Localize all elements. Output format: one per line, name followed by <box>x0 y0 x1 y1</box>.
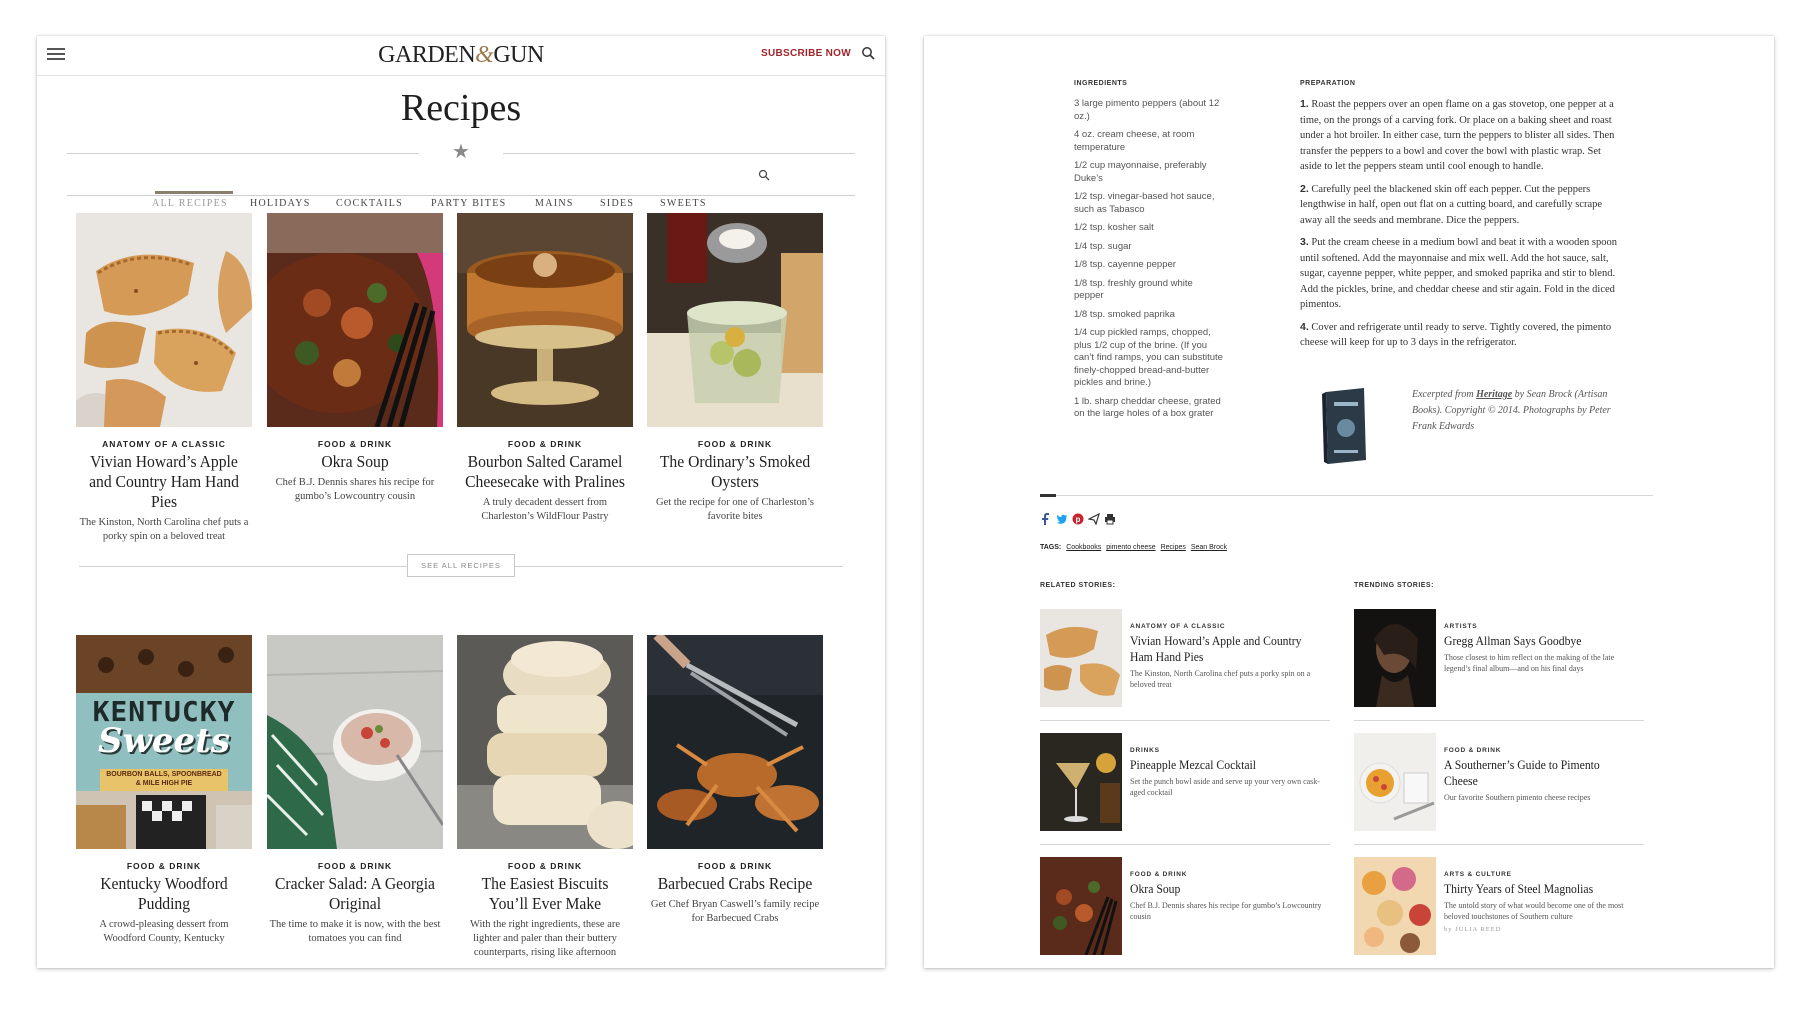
story-thumbnail[interactable] <box>1354 609 1436 707</box>
kentucky-sweets-book-image[interactable] <box>76 635 252 849</box>
recipe-card <box>455 635 635 960</box>
story-thumbnail[interactable] <box>1354 857 1436 955</box>
story-category: ARTISTS <box>1444 623 1478 630</box>
star-icon: ★ <box>452 141 470 163</box>
divider <box>79 566 407 567</box>
see-all-recipes-button[interactable]: SEE ALL RECIPES <box>407 554 515 577</box>
story-dek: Those closest to him reflect on the making of the late legend’s final album—and on his final days <box>1444 653 1615 673</box>
facebook-icon[interactable] <box>1040 512 1052 524</box>
prep-step: 2. Carefully peel the blackened skin off each pepper. Cut the peppers lengthwise in half, open out flat on a cutting board, and carefully scrape away all the seeds and membrane. Dice the peppers. <box>1300 182 1603 226</box>
card-title[interactable]: Okra Soup <box>321 452 389 471</box>
tab-sides[interactable]: SIDES <box>600 198 635 209</box>
story-category: DRINKS <box>1130 747 1160 754</box>
tab-mains[interactable]: MAINS <box>535 198 574 209</box>
tags-list <box>1040 544 1227 551</box>
tags-label: TAGS: <box>1040 544 1062 551</box>
active-tab-indicator <box>155 191 233 194</box>
prep-step: 3. Put the cream cheese in a medium bowl and beat it with a wooden spoon until softened. Add the mayonnaise and mix well. Add the hot sauce, salt, sugar, cayenne pepper, white pepper, and smoked paprika and stir to blend. Add the pickles, brine, and cheddar cheese and stir again. Fold in the diced pimentos. <box>1300 236 1617 310</box>
card-category: FOOD & DRINK <box>507 861 583 871</box>
prep-step: 4. Cover and refrigerate until ready to serve. Tightly covered, the pimento cheese will keep for up to 3 days in the refrigerator. <box>1300 320 1612 348</box>
ingredient-item: 1/2 tsp. kosher salt <box>1074 222 1154 233</box>
story-thumbnail[interactable] <box>1040 857 1122 955</box>
recipe-card <box>265 213 445 504</box>
book-cover-tagline: & MILE HIGH PIE <box>135 780 193 787</box>
book-cover-title: KENTUCKY <box>92 695 236 728</box>
send-icon[interactable] <box>1088 512 1100 524</box>
subscribe-button[interactable]: SUBSCRIBE NOW <box>760 48 851 59</box>
tag-link[interactable]: pimento cheese <box>1106 544 1156 551</box>
ingredient-item: 1/8 tsp. cayenne pepper <box>1074 259 1176 270</box>
recipe-card <box>74 635 254 946</box>
story-title[interactable]: Pineapple Mezcal Cocktail <box>1130 757 1257 772</box>
card-category: FOOD & DRINK <box>126 861 202 871</box>
divider <box>1354 844 1644 845</box>
card-title[interactable]: Vivian Howard’s Apple and Country Ham Hand Pies <box>89 452 239 511</box>
divider-accent <box>1040 494 1056 497</box>
print-icon[interactable] <box>1104 512 1116 524</box>
search-icon[interactable] <box>861 46 875 60</box>
card-dek: A crowd-pleasing dessert from Woodford County, Kentucky <box>99 919 229 944</box>
divider <box>67 195 855 196</box>
ingredient-item: 1/4 tsp. sugar <box>1074 240 1132 252</box>
prep-step: 1. Roast the peppers over an open flame on a gas stovetop, one pepper at a time, on the prongs of a carving fork. Or place on a baking sheet and roast under a hot broiler. In either case, turn the peppers to blister all sides. Then transfer the peppers to a bowl and cover the bowl with plastic wrap. Set aside to let the peppers steam until cool enough to handle. <box>1300 98 1615 172</box>
barbecued-crabs-image[interactable] <box>647 635 823 849</box>
story-dek: Our favorite Southern pimento cheese recipes <box>1444 793 1591 802</box>
recipes-listing-page <box>37 36 885 968</box>
preparation-steps <box>1300 97 1620 351</box>
trending-story <box>1354 609 1644 709</box>
card-category: FOOD & DRINK <box>507 439 583 449</box>
story-thumbnail[interactable] <box>1354 733 1436 831</box>
excerpt-credit: Excerpted from Heritage by Sean Brock (Artisan Books). Copyright © 2014. Photographs by Peter Frank Edwards <box>1412 389 1611 432</box>
story-title[interactable]: A Southerner’s Guide to Pimento Cheese <box>1444 757 1600 788</box>
tab-sweets[interactable]: SWEETS <box>660 198 707 209</box>
divider <box>1040 844 1330 845</box>
card-dek: A truly decadent dessert from Charleston’s WildFlour Pastry <box>481 497 609 522</box>
recipe-card <box>645 213 825 524</box>
tab-holidays[interactable]: HOLIDAYS <box>250 198 311 209</box>
story-thumbnail[interactable] <box>1040 609 1122 707</box>
story-thumbnail[interactable] <box>1040 733 1122 831</box>
cracker-salad-image[interactable] <box>267 635 443 849</box>
divider <box>503 153 855 154</box>
ingredient-item: 1/2 cup mayonnaise, preferably Duke’s <box>1074 160 1207 184</box>
site-logo[interactable]: GARDEN&GUN <box>378 42 544 68</box>
book-cover-tagline: BOURBON BALLS, SPOONBREAD <box>106 771 222 778</box>
story-dek: Chef B.J. Dennis shares his recipe for gumbo’s Lowcountry cousin <box>1130 901 1322 921</box>
story-title[interactable]: Gregg Allman Says Goodbye <box>1444 633 1582 648</box>
recipe-card <box>265 635 445 946</box>
story-title[interactable]: Okra Soup <box>1130 881 1181 896</box>
card-category: FOOD & DRINK <box>697 861 773 871</box>
card-dek: Chef B.J. Dennis shares his recipe for gumbo’s Lowcountry cousin <box>275 477 435 502</box>
divider <box>515 566 843 567</box>
tag-link[interactable]: Recipes <box>1160 544 1186 551</box>
okra-soup-image[interactable] <box>267 213 443 427</box>
biscuits-image[interactable] <box>457 635 633 849</box>
tag-link[interactable]: Cookbooks <box>1066 544 1102 551</box>
story-dek: Set the punch bowl aside and serve up your very own cask-aged cocktail <box>1130 777 1320 797</box>
recipe-card <box>645 635 825 926</box>
card-title[interactable]: Bourbon Salted Caramel Cheesecake with Pralines <box>465 452 625 491</box>
heritage-book-cover-image[interactable] <box>1320 388 1368 464</box>
trending-stories-heading: TRENDING STORIES: <box>1354 582 1434 589</box>
card-title[interactable]: The Easiest Biscuits You’ll Ever Make <box>481 874 609 913</box>
ingredient-item: 1/4 cup pickled ramps, chopped, plus 1/2 cup of the brine. (If you can’t find ramps, you can substitute finely-chopped bread-and-butter pickles and brine.) <box>1074 327 1223 388</box>
ingredient-item: 1/8 tsp. smoked paprika <box>1074 308 1175 320</box>
ingredient-item: 1 lb. sharp cheddar cheese, grated on the large holes of a box grater <box>1074 395 1221 419</box>
svg-text:p: p <box>1075 515 1081 524</box>
hand-pies-image[interactable] <box>76 213 252 427</box>
divider <box>1354 720 1644 721</box>
ingredient-item: 1/2 tsp. vinegar-based hot sauce, such as Tabasco <box>1074 191 1215 215</box>
tab-party-bites[interactable]: PARTY BITES <box>431 198 507 209</box>
ingredient-item: 1/8 tsp. freshly ground white pepper <box>1074 277 1193 301</box>
recipe-card <box>455 213 635 524</box>
card-title[interactable]: The Ordinary’s Smoked Oysters <box>659 452 811 491</box>
card-title[interactable]: Barbecued Crabs Recipe <box>657 874 813 893</box>
card-category: ANATOMY OF A CLASSIC <box>102 439 226 449</box>
card-category: FOOD & DRINK <box>317 861 393 871</box>
related-story <box>1040 609 1330 709</box>
ingredients-list <box>1074 98 1224 427</box>
cheesecake-image[interactable] <box>457 213 633 427</box>
story-category: FOOD & DRINK <box>1130 871 1188 878</box>
story-byline: by JULIA REED <box>1444 926 1502 933</box>
tag-link[interactable]: Sean Brock <box>1190 544 1228 551</box>
divider <box>1040 720 1330 721</box>
preparation-heading: PREPARATION <box>1300 80 1356 87</box>
story-dek: The untold story of what would become one of the most beloved touchstones of Southern culture <box>1444 901 1624 921</box>
trending-story <box>1354 857 1644 957</box>
pinterest-icon[interactable] <box>1072 512 1084 524</box>
divider <box>1040 495 1653 496</box>
story-category: FOOD & DRINK <box>1444 747 1502 754</box>
recipe-article-page <box>924 36 1774 968</box>
card-dek: Get the recipe for one of Charleston’s favorite bites <box>655 497 815 522</box>
trending-story <box>1354 733 1644 833</box>
tab-cocktails[interactable]: COCKTAILS <box>336 198 404 209</box>
recipe-card <box>74 213 254 544</box>
book-cover-subtitle: Sweets <box>98 721 230 761</box>
nav-search-icon[interactable] <box>758 169 770 181</box>
card-category: FOOD & DRINK <box>317 439 393 449</box>
tab-all-recipes[interactable]: ALL RECIPES <box>152 198 228 209</box>
related-story <box>1040 733 1330 833</box>
card-title[interactable]: Kentucky Woodford Pudding <box>100 874 228 913</box>
card-dek: Get Chef Bryan Caswell’s family recipe for Barbecued Crabs <box>650 899 820 924</box>
ingredient-item: 4 oz. cream cheese, at room temperature <box>1074 129 1195 153</box>
related-story <box>1040 857 1330 957</box>
story-dek: The Kinston, North Carolina chef puts a porky spin on a beloved treat <box>1130 669 1311 689</box>
card-dek: The time to make it is now, with the best tomatoes you can find <box>269 919 441 944</box>
card-dek: The Kinston, North Carolina chef puts a porky spin on a beloved treat <box>79 517 249 542</box>
story-title[interactable]: Vivian Howard’s Apple and Country Ham Hand Pies <box>1130 633 1302 664</box>
divider <box>67 153 419 154</box>
book-link[interactable]: Heritage <box>1476 389 1513 400</box>
card-title[interactable]: Cracker Salad: A Georgia Original <box>275 874 435 913</box>
story-category: ANATOMY OF A CLASSIC <box>1130 623 1226 630</box>
story-category: ARTS & CULTURE <box>1444 871 1512 878</box>
ingredients-heading: INGREDIENTS <box>1074 80 1128 87</box>
card-category: FOOD & DRINK <box>697 439 773 449</box>
smoked-oysters-image[interactable] <box>647 213 823 427</box>
card-dek: With the right ingredients, these are lighter and paler than their buttery counterparts, rising like afternoon <box>469 919 621 958</box>
related-stories-heading: RELATED STORIES: <box>1040 582 1116 589</box>
story-title[interactable]: Thirty Years of Steel Magnolias <box>1444 881 1594 896</box>
ingredient-item: 3 large pimento peppers (about 12 oz.) <box>1074 98 1220 122</box>
page-title: Recipes <box>400 87 522 129</box>
twitter-icon[interactable] <box>1056 512 1068 524</box>
site-header <box>37 36 885 76</box>
